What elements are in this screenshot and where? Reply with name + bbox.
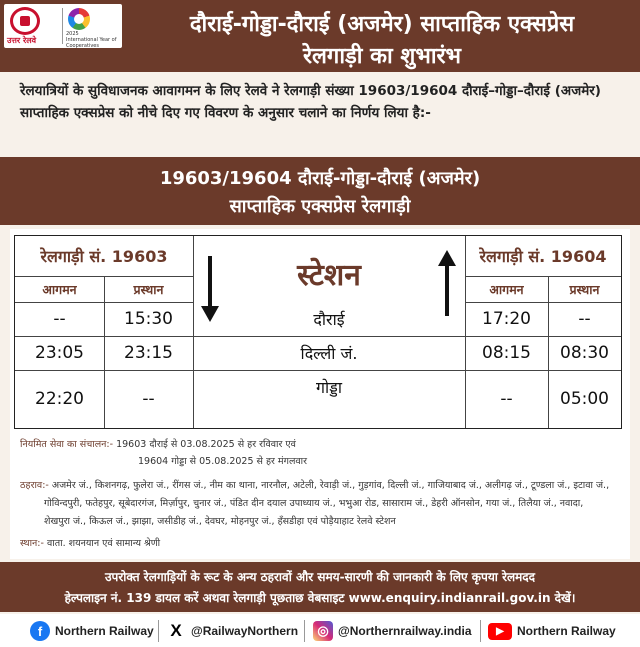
composition-label: स्थान:- [20,538,44,549]
social-facebook-label: Northern Railway [55,624,154,638]
social-x-label: @RailwayNorthern [191,624,299,638]
stops-text1: अजमेर जं., किशनगढ़, फुलेरा जं., रींगस जं., नीम का थाना, नारनौल, अटेली, रेवाड़ी जं., गुड़गांव, दिल्ली जं., गाजियाबाद जं., अलीगढ़ जं., टूण्डला जं., इटावा जं., [51,480,610,491]
social-divider [304,620,305,642]
row3-left-arrival: 22:20 [35,389,84,409]
train-banner-line2: साप्ताहिक एक्सप्रेस रेलगाड़ी [229,196,411,217]
service-line1 [20,437,620,453]
page-title-line2: रेलगाड़ी का शुभारंभ [303,44,461,69]
social-instagram[interactable] [313,621,472,641]
footer-note-line1: उपरोक्त रेलगाड़ियों के रूट के अन्य ठहरावों और समय-सारणी की जानकारी के लिए कृपया रेलमदद [104,570,536,584]
social-facebook[interactable] [30,621,154,641]
social-x[interactable] [166,621,298,641]
left-train-number: रेलगाड़ी सं. 19603 [40,247,168,266]
header-band [0,0,640,72]
row2-left-departure: 23:15 [124,343,173,363]
row1-station: दौराई [313,310,345,329]
left-departure-header: प्रस्थान [133,281,164,297]
row1-right-departure: -- [578,309,591,329]
stops-line1 [20,478,626,494]
station-header: स्टेशन [297,257,361,293]
social-bar [0,614,640,647]
row2-station: दिल्ली जं. [300,344,358,363]
x-icon: X [166,621,186,641]
row3-right-arrival: -- [500,389,513,409]
logo-year: 2025 [66,31,79,37]
row2-right-departure: 08:30 [560,343,609,363]
social-divider [158,620,159,642]
row2-right-arrival: 08:15 [482,343,531,363]
row3-right-departure: 05:00 [560,389,609,409]
service-text2: 19604 गोड्डा से 05.08.2025 से हर मंगलवार [138,456,308,467]
stops-label: ठहराव:- [20,480,49,491]
row1-right-arrival: 17:20 [482,309,531,329]
left-arrival-header: आगमन [42,281,77,297]
footer-note-band [0,562,640,612]
composition-line [20,536,620,552]
page-title-line1: दौराई-गोड्डा-दौराई (अजमेर) साप्ताहिक एक्सप्रेस [189,12,575,37]
right-arrival-header: आगमन [489,281,524,297]
logo-divider [62,8,63,44]
international-year-cooperatives-logo-icon [68,8,90,30]
right-train-number: रेलगाड़ी सं. 19604 [479,247,607,266]
social-instagram-label: @Northernrailway.india [338,624,472,638]
train-banner [0,157,640,225]
logo-right-text [66,31,122,49]
social-youtube-label: Northern Railway [517,624,616,638]
indian-railways-logo-icon [10,7,40,35]
train-banner-line1: 19603/19604 दौराई-गोड्डा-दौराई (अजमेर) [159,168,481,189]
instagram-icon: ◎ [313,621,333,641]
row2-left-arrival: 23:05 [35,343,84,363]
stops-text3: शेखपुरा जं., किऊल जं., झाझा, जसीडीह जं., देवघर, मोहनपुर जं., हँसडीहा एवं पोड़ैयाहाट रेलवे स्टेशन [44,516,396,527]
logo-area [4,4,122,48]
social-divider [480,620,481,642]
intro-paragraph: रेलयात्रियों के सुविधाजनक आवागमन के लिए रेलवे ने रेलगाड़ी संख्या 19603/19604 दौराई–गोड्डा–दौराई (अजमेर) साप्ताहिक एक्सप्रेस को नीचे दिए गए विवरण के अनुसार चलाने का निर्णय लिया है:- [20,83,601,121]
stops-text2: गोविन्दपुरी, फतेहपुर, सूबेदारगंज, मिर्ज़ापुर, चुनार जं., पंडित दीन दयाल उपाध्याय जं., भभुआ रोड, सासाराम जं., डेहरी ऑनसोन, गया जं., तिलैया जं., नवादा, [44,498,584,509]
composition-text: वाता. शयनयान एवं सामान्य श्रेणी [46,538,161,549]
social-youtube[interactable] [488,621,616,641]
footer-note-line2: हेल्पलाइन नं. 139 डायल करें अथवा रेलगाड़ी पूछताछ वेबसाइट www.enquiry.indianrail.gov.in देखें। [64,591,576,605]
row1-left-arrival: -- [53,309,66,329]
logo-caption: International Year of Cooperatives [66,37,117,49]
service-text1: 19603 दौराई से 03.08.2025 से हर रविवार एवं [116,439,296,450]
youtube-icon: ▶ [488,623,512,640]
row3-station: गोड्डा [316,378,342,397]
row1-left-departure: 15:30 [124,309,173,329]
service-label: नियमित सेवा का संचालन:- [20,439,114,450]
details-panel [10,229,630,559]
row3-left-departure: -- [142,389,155,409]
timetable [14,235,622,429]
logo-left-text: उत्तर रेलवे [7,36,37,45]
right-departure-header: प्रस्थान [569,281,600,297]
facebook-icon: f [30,621,50,641]
